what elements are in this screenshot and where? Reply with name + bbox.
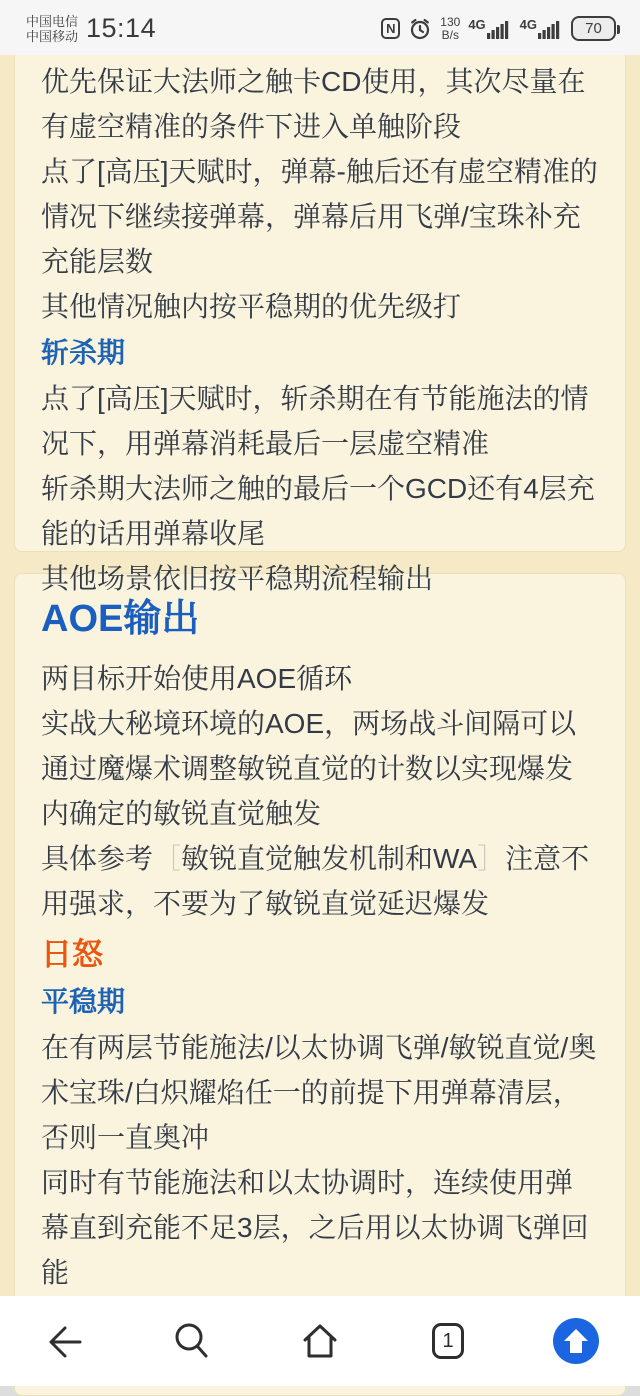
network-type-1: 4G: [468, 16, 486, 32]
paragraph: 其他情况触内按平稳期的优先级打: [41, 291, 462, 322]
reference-prefix: 具体参考: [41, 843, 154, 874]
status-left: [26, 13, 156, 44]
bracket-close: ］: [477, 843, 506, 874]
search-icon: [168, 1317, 216, 1365]
reference-suffix: 注意不用强求，不要为了敏锐直觉延迟爆发: [41, 843, 590, 919]
back-arrow-icon: [40, 1317, 88, 1365]
battery-percent: 70: [585, 20, 602, 37]
heading-aoe-output: AOE输出: [41, 598, 200, 640]
home-button[interactable]: [256, 1317, 384, 1365]
search-button[interactable]: [128, 1317, 256, 1365]
carrier-line-2: 中国移动: [26, 28, 79, 44]
scroll-to-top-button[interactable]: [512, 1318, 640, 1364]
network-speed-unit: B/s: [441, 27, 459, 42]
page-content[interactable]: [0, 55, 640, 1296]
network-type-2: 4G: [519, 16, 537, 32]
browser-toolbar: [0, 1296, 640, 1386]
carrier-names: [26, 14, 78, 44]
heading-sunfury: 日怒: [41, 937, 103, 972]
paragraph: 两目标开始使用AOE循环: [41, 663, 353, 694]
reference-paragraph: [41, 836, 599, 926]
signal-bars-icon: [538, 19, 563, 39]
alarm-clock-icon: [408, 17, 432, 41]
paragraph: 点了[高压]天赋时，弹幕-触后还有虚空精准的情况下继续接弹幕，弹幕后用飞弹/宝珠补充充能层数: [41, 156, 598, 277]
status-right: [381, 16, 620, 42]
signal-sim1: [468, 16, 511, 39]
network-speed: [440, 16, 460, 42]
clock-time: 15:14: [86, 13, 157, 43]
guide-card-single-target: [14, 55, 626, 594]
paragraph: 实战大秘境环境的AOE，两场战斗间隔可以通过魔爆术调整敏锐直觉的计数以实现爆发内确定的敏锐直觉触发: [41, 708, 577, 829]
back-button[interactable]: [0, 1317, 128, 1365]
tab-counter-icon: [432, 1323, 464, 1359]
home-icon: [296, 1317, 344, 1365]
paragraph: 同时有节能施法和以太协调时，连续使用弹幕直到充能不足3层，之后用以太协调飞弹回能: [41, 1167, 589, 1288]
paragraph: 点了[高压]天赋时，斩杀期在有节能施法的情况下，用弹幕消耗最后一层虚空精准: [41, 383, 589, 459]
heading-execute-phase: 斩杀期: [41, 337, 126, 368]
status-bar: [0, 0, 640, 55]
nfc-letter: N: [386, 21, 396, 36]
signal-bars-icon: [487, 19, 512, 39]
paragraph: 在有两层节能施法/以太协调飞弹/敏锐直觉/奥术宝珠/白炽耀焰任一的前提下用弹幕清层，否则一直奥冲: [41, 1032, 597, 1153]
network-speed-value: 130: [440, 14, 461, 29]
up-arrow-icon: [561, 1326, 591, 1356]
scroll-top-circle: [553, 1318, 599, 1364]
heading-steady-phase: 平稳期: [41, 986, 126, 1017]
nfc-icon: [381, 18, 400, 39]
reference-link[interactable]: 敏锐直觉触发机制和WA: [181, 843, 478, 874]
tabs-button[interactable]: [384, 1323, 512, 1359]
paragraph: 其他场景依旧按平稳期流程输出: [41, 563, 434, 594]
paragraph: 优先保证大法师之触卡CD使用，其次尽量在有虚空精准的条件下进入单触阶段: [41, 66, 586, 142]
paragraph: 斩杀期大法师之触的最后一个GCD还有4层充能的话用弹幕收尾: [41, 473, 595, 549]
tab-count: 1: [442, 1329, 454, 1352]
battery-icon: [571, 16, 616, 41]
guide-card-aoe: [14, 573, 626, 1396]
bracket-open: ［: [153, 843, 182, 874]
carrier-line-1: 中国电信: [26, 13, 79, 29]
signal-sim2: [519, 16, 563, 39]
